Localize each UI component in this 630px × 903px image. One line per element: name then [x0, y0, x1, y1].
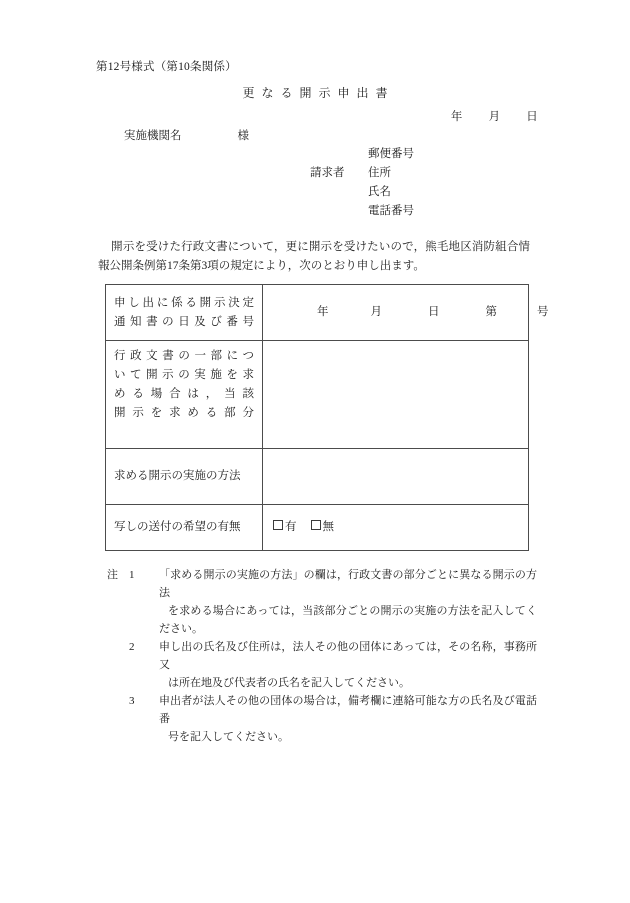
row-value-partial-disclosure[interactable] [263, 341, 529, 449]
date-year-label: 年 [450, 111, 463, 123]
table-row [106, 285, 529, 341]
requester-tag: 請求者 [310, 167, 345, 179]
note-item-2 [107, 638, 537, 692]
table-row [106, 505, 529, 551]
row-label-decision-notice [106, 285, 263, 341]
note-text-1 [159, 566, 537, 638]
notes-section [107, 566, 537, 746]
date-line [451, 108, 538, 124]
note-text-2 [159, 638, 537, 692]
notes-marker: 注 [107, 569, 118, 581]
note-text-3 [159, 692, 537, 746]
row-label-line-2: いて開示の実施を求 [114, 369, 254, 381]
application-table [105, 284, 549, 551]
agency-line [124, 127, 249, 143]
agency-label: 実施機関名 [124, 130, 182, 142]
note-2-line-2: は所在地及び代表者の氏名を記入してください。 [168, 677, 410, 689]
page-title: 更なる開示申出書 [242, 86, 395, 100]
row-value-disclosure-method[interactable] [263, 449, 529, 505]
row-label-line-2: 通知書の日及び番号 [114, 315, 254, 328]
lead-paragraph-text: 開示を受けた行政文書について，更に開示を受けたいので，熊毛地区消防組合情報公開条例第17条第3項の規定により，次のとおり申し出ます。 [98, 241, 530, 272]
table-row [106, 449, 529, 505]
requester-postal-row [310, 145, 424, 164]
note-number-3: 3 [129, 695, 135, 707]
requester-address-row [310, 164, 424, 183]
requester-postal-label: 郵便番号 [368, 148, 414, 160]
field-day-label: 日 [428, 306, 440, 318]
row-value-copy-delivery [263, 505, 529, 551]
requester-phone-row [310, 202, 424, 221]
note-item-3 [107, 692, 537, 746]
field-month-label: 月 [370, 306, 382, 318]
form-number: 第12号様式（第10条関係） [96, 61, 237, 73]
row-label-copy-delivery: 写しの送付の希望の有無 [106, 505, 263, 551]
row-label-line-1: 行政文書の一部につ [114, 350, 254, 362]
field-number-prefix: 第 [485, 306, 497, 318]
requester-block [310, 145, 424, 221]
note-1-line-2: を求める場合にあっては，当該部分ごとの開示の実施の方法を記入してください。 [159, 605, 537, 635]
field-year-label: 年 [317, 306, 329, 318]
row-value-decision-notice[interactable] [263, 285, 549, 341]
date-month-label: 月 [488, 111, 501, 123]
row-label-partial-disclosure [106, 341, 263, 449]
note-number-1: 1 [129, 569, 135, 581]
checkbox-icon[interactable] [311, 520, 321, 530]
row-label-line-1: 申し出に係る開示決定 [114, 296, 254, 309]
note-number-2: 2 [129, 641, 135, 653]
row-label-disclosure-method: 求める開示の実施の方法 [106, 449, 263, 505]
note-3-line-1: 申出者が法人その他の団体の場合は，備考欄に連絡可能な方の氏名及び電話番 [159, 695, 537, 725]
agency-honorific: 様 [237, 130, 249, 142]
table-row [106, 341, 529, 449]
row-label-line-3: める場合は，当該 [114, 388, 254, 400]
requester-address-label: 住所 [368, 167, 391, 179]
note-item-1 [107, 566, 537, 638]
row-label-line-4: 開示を求める部分 [114, 407, 254, 419]
decision-date-number-fields [273, 306, 549, 318]
date-day-label: 日 [526, 111, 538, 123]
requester-phone-label: 電話番号 [368, 205, 414, 217]
requester-name-label: 氏名 [368, 186, 391, 198]
requester-name-row [310, 183, 424, 202]
note-3-line-2: 号を記入してください。 [168, 731, 289, 743]
checkbox-option-yes[interactable] [273, 521, 297, 533]
note-2-line-1: 申し出の氏名及び住所は，法人その他の団体にあっては，その名称，事務所又 [159, 641, 537, 671]
checkbox-label-yes: 有 [285, 521, 297, 533]
checkbox-label-no: 無 [322, 521, 334, 533]
note-1-line-1: 「求める開示の実施の方法」の欄は，行政文書の部分ごとに異なる開示の方法 [159, 569, 537, 599]
checkbox-option-no[interactable] [311, 521, 335, 533]
field-number-suffix: 号 [537, 306, 549, 318]
lead-paragraph [98, 238, 530, 276]
checkbox-icon[interactable] [273, 520, 283, 530]
copy-delivery-options [273, 521, 348, 533]
